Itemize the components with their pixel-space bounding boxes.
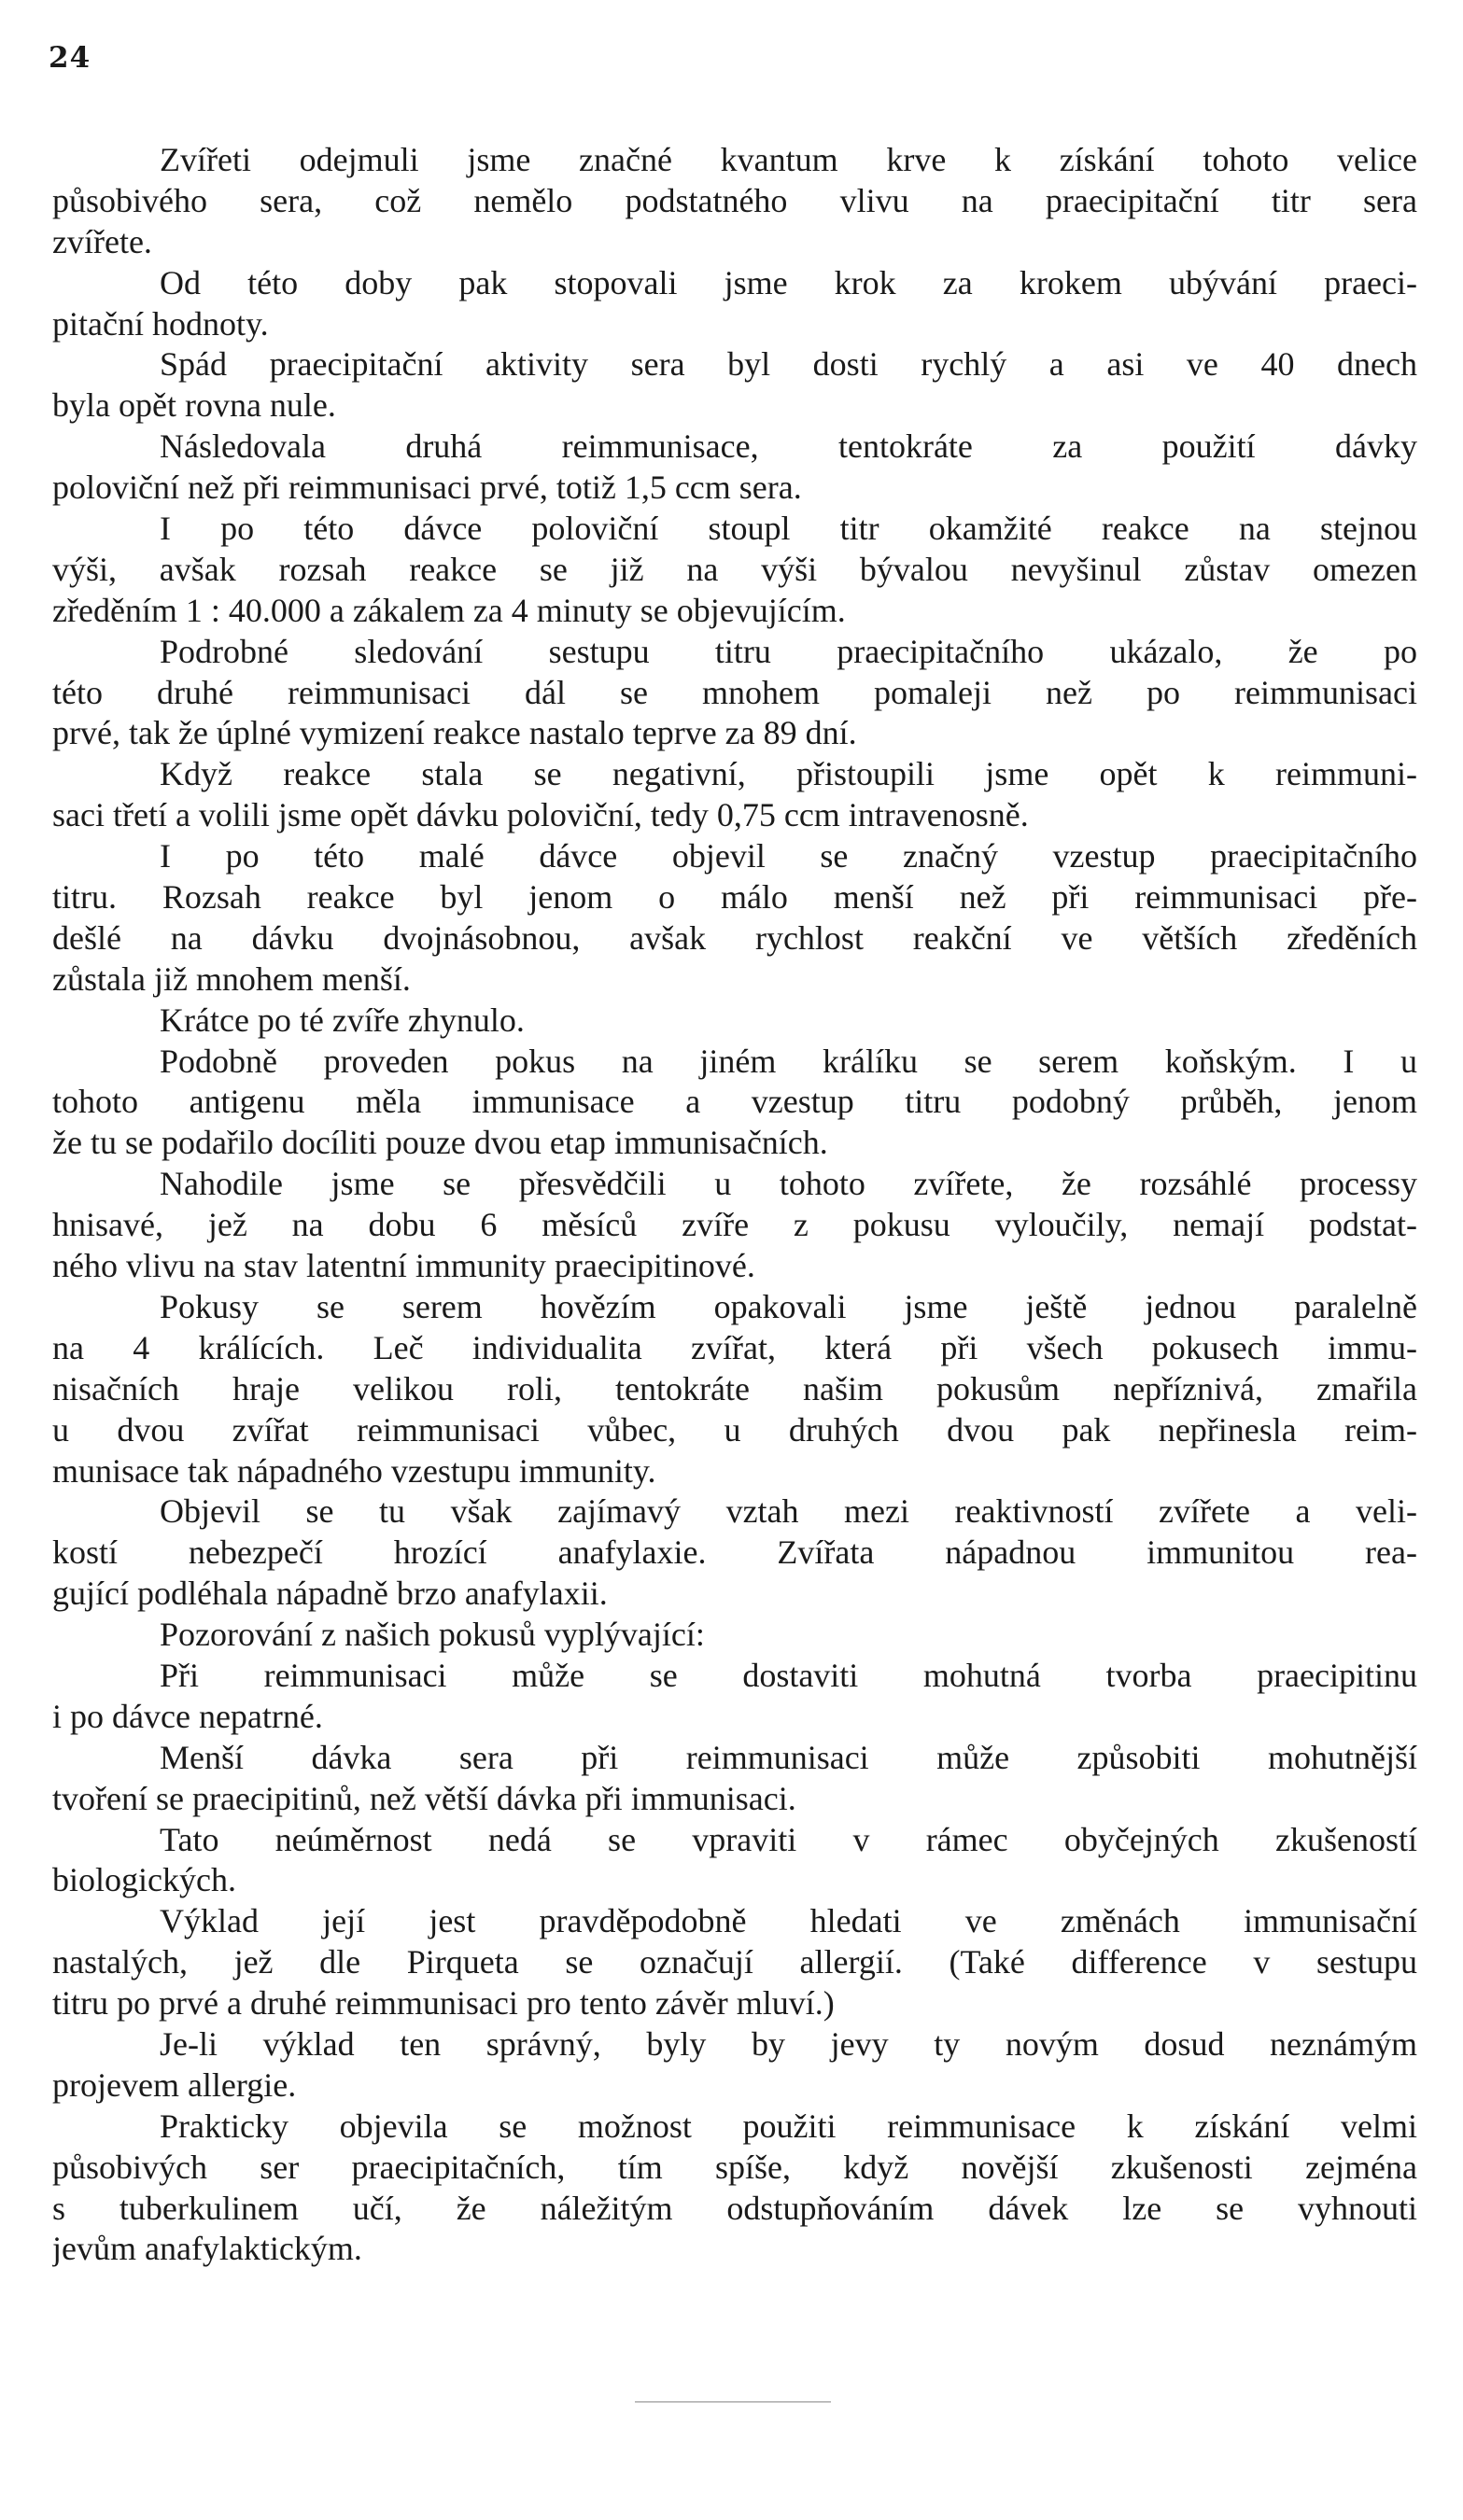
page-number: 24 — [49, 41, 91, 75]
body-text — [52, 140, 1417, 2270]
text-line: Spád praecipitační aktivity sera byl dosti rychlý a asi ve 40 dnech — [160, 345, 1417, 384]
text-line: Objevil se tu však zajímavý vztah mezi reaktivností zvířete a veli- — [160, 1492, 1417, 1531]
text-line: Je-li výklad ten správný, byly by jevy ty novým dosud neznámým — [160, 2024, 1417, 2063]
text-line: na 4 králících. Leč individualita zvířat, která při všech pokusech immu- — [52, 1328, 1417, 1366]
text-line: saci třetí a volili jsme opět dávku poloviční, tedy 0,75 ccm intravenosně. — [52, 796, 1029, 834]
text-line: působivých ser praecipitačních, tím spíše, když novější zkušenosti zejména — [52, 2148, 1417, 2186]
text-line: tohoto antigenu měla immunisace a vzestup titru podobný průběh, jenom — [52, 1083, 1417, 1121]
text-line: gující podléhala nápadně brzo anafylaxii. — [52, 1575, 608, 1613]
text-line: zvířete. — [52, 222, 152, 260]
text-line: poloviční než při reimmunisaci prvé, totiž 1,5 ccm sera. — [52, 469, 802, 507]
text-line: Následovala druhá reimmunisace, tentokráte za použití dávky — [160, 427, 1417, 466]
text-line: tvoření se praecipitinů, než větší dávka při immunisaci. — [52, 1779, 796, 1817]
text-line: Výklad její jest pravděpodobně hledati ve změnách immunisační — [160, 1902, 1417, 1940]
text-line: kostí nebezpečí hrozící anafylaxie. Zvířata nápadnou immunitou rea- — [52, 1533, 1417, 1572]
text-line: i po dávce nepatrné. — [52, 1697, 323, 1735]
text-line: Pozorování z našich pokusů vyplývající: — [160, 1616, 705, 1654]
text-line: hnisavé, jež na dobu 6 měsíců zvíře z pokusu vyloučily, nemají podstat- — [52, 1206, 1417, 1244]
text-line: Menší dávka sera při reimmunisaci může způsobiti mohutnější — [160, 1738, 1417, 1776]
text-line: ného vlivu na stav latentní immunity praecipitinové. — [52, 1247, 755, 1285]
text-line: I po této dávce poloviční stoupl titr okamžité reakce na stejnou — [160, 510, 1417, 548]
text-line: titru. Rozsah reakce byl jenom o málo menší než při reimmunisaci pře- — [52, 878, 1417, 917]
text-line: výši, avšak rozsah reakce se již na výši bývalou nevyšinul zůstav omezen — [52, 550, 1417, 588]
end-rule — [635, 2401, 831, 2402]
text-line: Když reakce stala se negativní, přistoupili jsme opět k reimmuni- — [160, 755, 1417, 793]
text-line: Od této doby pak stopovali jsme krok za krokem ubývání praeci- — [160, 263, 1417, 301]
text-line: pitační hodnoty. — [52, 304, 269, 343]
text-line: Pokusy se serem hovězím opakovali jsme ještě jednou paralelně — [160, 1287, 1417, 1325]
text-line: prvé, tak že úplné vymizení reakce nastalo teprve za 89 dní. — [52, 714, 857, 752]
text-line: titru po prvé a druhé reimmunisaci pro tento závěr mluví.) — [52, 1984, 835, 2023]
text-line: projevem allergie. — [52, 2065, 297, 2104]
text-line: Podrobné sledování sestupu titru praecipitačního ukázalo, že po — [160, 632, 1417, 670]
text-line: působivého sera, což nemělo podstatného vlivu na praecipitační titr sera — [52, 181, 1417, 219]
text-line: dešlé na dávku dvojnásobnou, avšak rychlost reakční ve větších zředěních — [52, 918, 1417, 957]
text-line: Podobně proveden pokus na jiném králíku se serem koňským. I u — [160, 1042, 1417, 1080]
text-line: že tu se podařilo docíliti pouze dvou etap immunisačních. — [52, 1124, 828, 1162]
text-line: byla opět rovna nule. — [52, 386, 336, 425]
text-line: zůstala již mnohem menší. — [52, 959, 411, 998]
text-line: Nahodile jsme se přesvědčili u tohoto zvířete, že rozsáhlé processy — [160, 1165, 1417, 1203]
text-line: Prakticky objevila se možnost použiti reimmunisace k získání velmi — [160, 2107, 1417, 2145]
text-line: Při reimmunisaci může se dostaviti mohutná tvorba praecipitinu — [160, 1656, 1417, 1694]
text-line: této druhé reimmunisaci dál se mnohem pomaleji než po reimmunisaci — [52, 673, 1417, 711]
text-line: munisace tak nápadného vzestupu immunity. — [52, 1451, 656, 1490]
text-line: I po této malé dávce objevil se značný vzestup praecipitačního — [160, 837, 1417, 875]
text-line: Zvířeti odejmuli jsme značné kvantum krve k získání tohoto velice — [160, 141, 1417, 178]
text-line: biologických. — [52, 1861, 236, 1899]
text-line: nisačních hraje velikou roli, tentokráte našim pokusům nepříznivá, zmařila — [52, 1369, 1417, 1407]
text-line: s tuberkulinem učí, že náležitým odstupňováním dávek lze se vyhnouti — [52, 2189, 1417, 2227]
text-line: nastalých, jež dle Pirqueta se označují allergií. (Také difference v sestupu — [52, 1943, 1417, 1981]
text-line: u dvou zvířat reimmunisaci vůbec, u druhých dvou pak nepřinesla reim- — [52, 1410, 1417, 1449]
text-line: Tato neúměrnost nedá se vpraviti v rámec obyčejných zkušeností — [160, 1820, 1417, 1858]
text-line: Krátce po té zvíře zhynulo. — [160, 1001, 525, 1039]
text-line: zředěním 1 : 40.000 a zákalem za 4 minuty se objevujícím. — [52, 591, 846, 629]
text-line: jevům anafylaktickým. — [52, 2230, 362, 2268]
